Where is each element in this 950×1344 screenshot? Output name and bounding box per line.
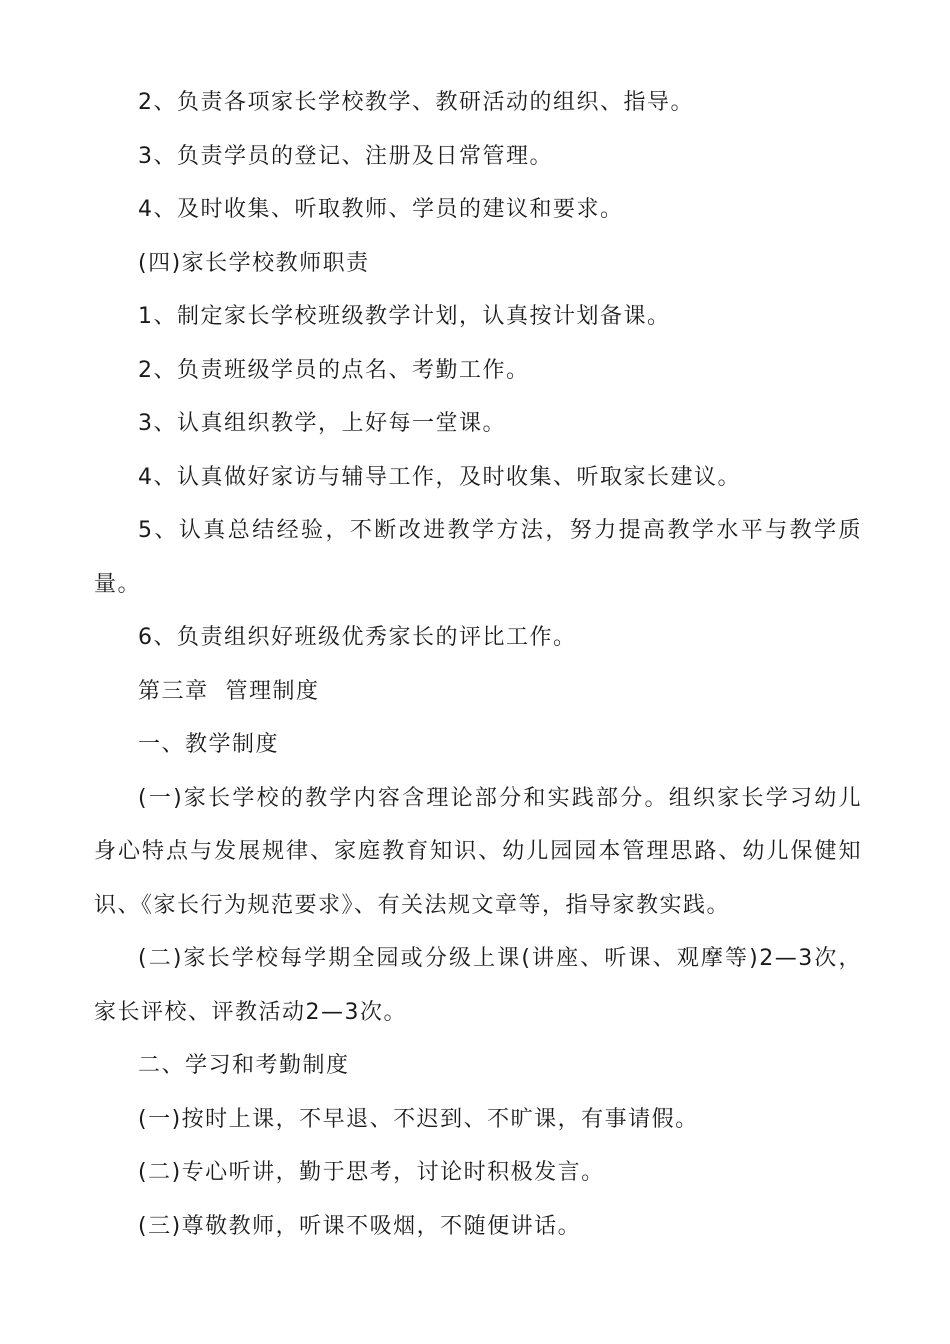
paragraph-16: (一)按时上课，不早退、不迟到、不旷课，有事请假。 <box>138 1106 699 1132</box>
paragraph-1: 2、负责各项家长学校教学、教研活动的组织、指导。 <box>138 90 694 115</box>
document-body <box>94 76 862 1253</box>
paragraph-18: (三)尊敬教师，听课不吸烟，不随便讲话。 <box>138 1213 582 1239</box>
paragraph-10: 6、负责组织好班级优秀家长的评比工作。 <box>138 625 577 650</box>
paragraph-14: (二)家长学校每学期全园或分级上课(讲座、听课、观摩等)2—3次，家长评校、评教活动2—3次。 <box>94 946 863 1025</box>
chapter-heading: 第三章 管理制度 <box>138 678 320 704</box>
section-heading-teaching-system: 一、教学制度 <box>138 732 280 757</box>
paragraph-9: 5、认真总结经验，不断改进教学方法，努力提高教学水平与教学质量。 <box>94 518 862 597</box>
paragraph-5: 1、制定家长学校班级教学计划，认真按计划备课。 <box>138 304 671 329</box>
paragraph-7: 3、认真组织教学，上好每一堂课。 <box>138 411 506 436</box>
paragraph-17: (二)专心听讲，勤于思考，讨论时积极发言。 <box>138 1160 605 1185</box>
paragraph-3: 4、及时收集、听取教师、学员的建议和要求。 <box>138 197 624 222</box>
paragraph-13: (一)家长学校的教学内容含理论部分和实践部分。组织家长学习幼儿身心特点与发展规律、家庭教育知识、幼儿园园本管理思路、幼儿保健知识、《家长行为规范要求》、有关法规文章等，指导家教实践。 <box>94 785 862 918</box>
section-heading-teacher-duties: (四)家长学校教师职责 <box>138 250 370 276</box>
paragraph-8: 4、认真做好家访与辅导工作，及时收集、听取家长建议。 <box>138 464 741 490</box>
section-heading-attendance-system: 二、学习和考勤制度 <box>138 1053 350 1078</box>
paragraph-2: 3、负责学员的登记、注册及日常管理。 <box>138 143 553 169</box>
paragraph-6: 2、负责班级学员的点名、考勤工作。 <box>138 357 530 383</box>
